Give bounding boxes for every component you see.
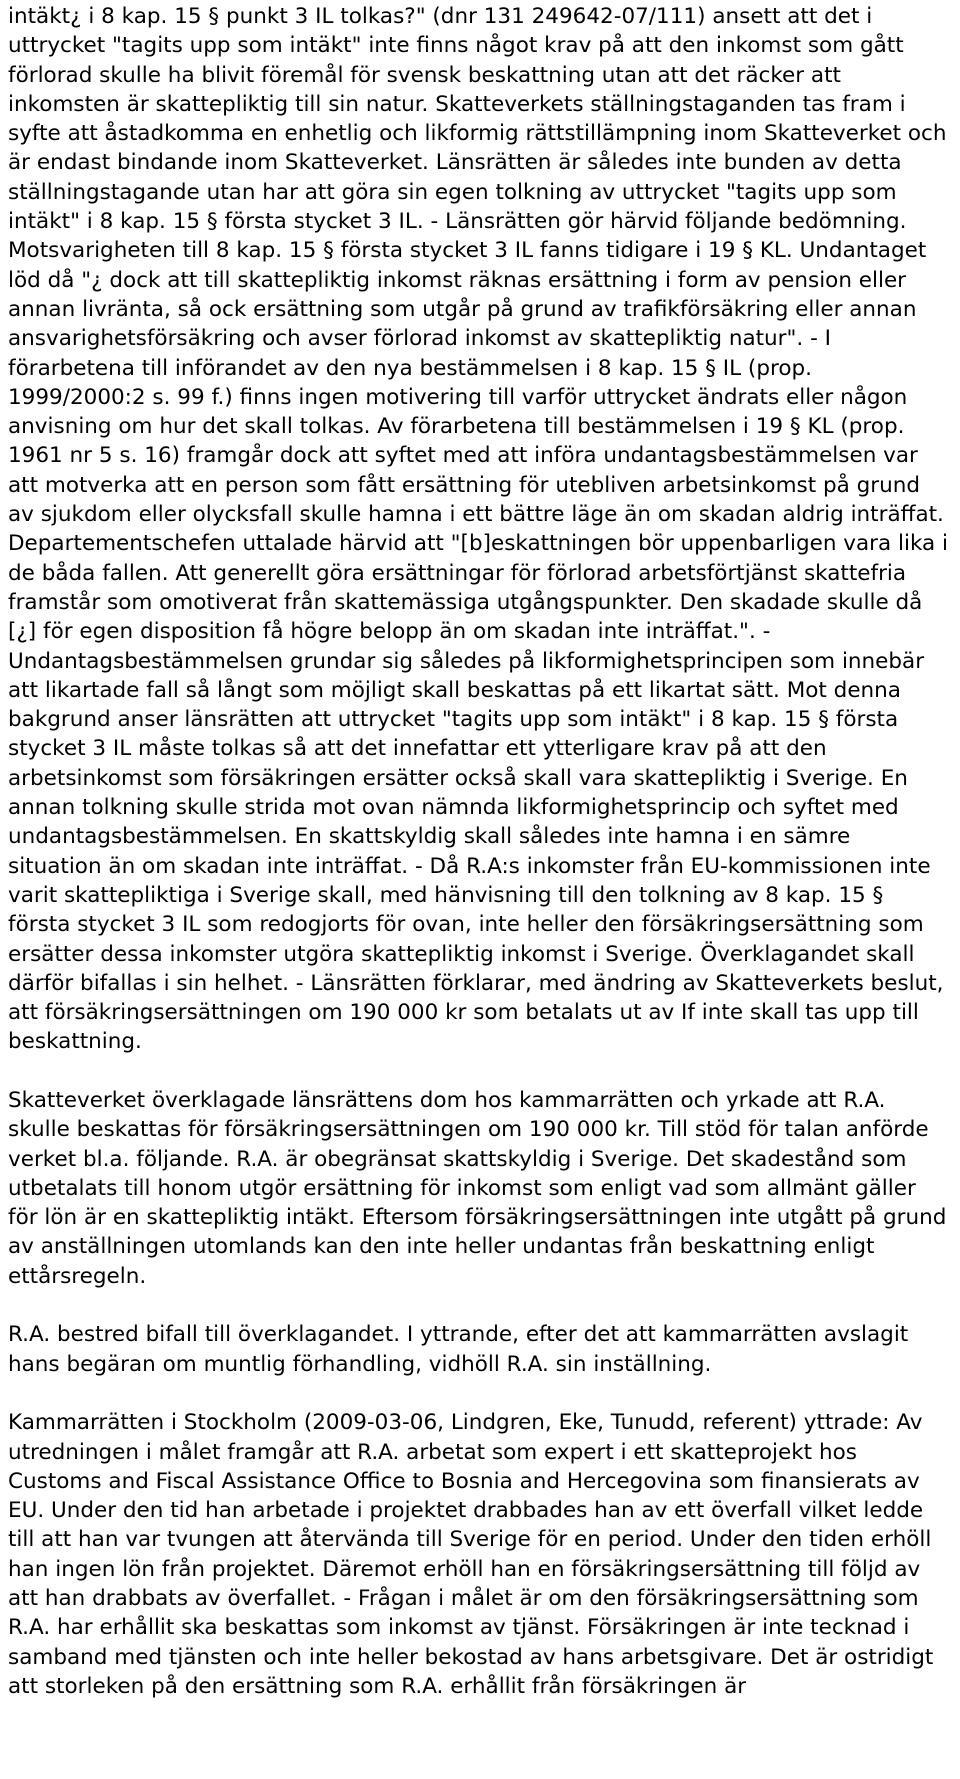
paragraph-skatteverket-appeal: Skatteverket överklagade länsrättens dom hos kammarrätten och yrkade att R.A. skulle beskattas för försäkringsersättningen om 190 000 kr. Till stöd för talan anförde verket bl.a. följande. R.A. är obegränsat skattskyldig i Sverige. Det skadestånd som utbetalats till honom utgör ersättning för inkomst som enligt vad som allmänt gäller för lön är en skattepliktig intäkt. Eftersom försäkringsersättningen inte utgått på grund av anställningen utomlands kan den inte heller undantas från beskattning enligt ettårsregeln.	[8, 1087, 947, 1289]
paragraph-ra-response: R.A. bestred bifall till överklagandet. I yttrande, efter det att kammarrätten avslagit hans begäran om muntlig förhandling, vidhöll R.A. sin inställning.	[8, 1322, 909, 1377]
paragraph-kammarratten-ruling: Kammarrätten i Stockholm (2009-03-06, Lindgren, Eke, Tunudd, referent) yttrade: Av utredningen i målet framgår att R.A. arbetat som expert i ett skatteprojekt hos Customs and Fiscal Assistance Office to Bosnia and Hercegovina som finansierats av EU. Under den tid han arbetade i projektet drabbades han av ett överfall vilket ledde till att han var tvungen att återvända till Sverige för en period. Under den tiden erhöll han ingen lön från projektet. Däremot erhöll han en försäkringsersättning till följd av att han drabbats av överfallet. - Frågan i målet är om den försäkringsersättning som R.A. har erhållit ska beskattas som inkomst av tjänst. Försäkringen är inte tecknad i samband med tjänsten och inte heller bekostad av hans arbetsgivare. Det är ostridigt att storleken på den ersättning som R.A. erhållit från försäkringen är	[8, 1410, 934, 1699]
paragraph-lansratten-assessment: intäkt¿ i 8 kap. 15 § punkt 3 IL tolkas?" (dnr 131 249642-07/111) ansett att det i uttrycket "tagits upp som intäkt" inte finns något krav på att den inkomst som gått förlorad skulle ha blivit föremål för svensk beskattning utan att det räcker att inkomsten är skattepliktig till sin natur. Skatteverkets ställningstaganden tas fram i syfte att åstadkomma en enhetlig och likformig rättstillämpning inom Skatteverket och är endast bindande inom Skatteverket. Länsrätten är således inte bunden av detta ställningstagande utan har att göra sin egen tolkning av uttrycket "tagits upp som intäkt" i 8 kap. 15 § första stycket 3 IL. - Länsrätten gör härvid följande bedömning. Motsvarigheten till 8 kap. 15 § första stycket 3 IL fanns tidigare i 19 § KL. Undantaget löd då "¿ dock att till skattepliktig inkomst räknas ersättning i form av pension eller annan livränta, så ock ersättning som utgår på grund av trafikförsäkring eller annan ansvarighetsförsäkring och avser förlorad inkomst av skattepliktig natur". - I förarbetena till införandet av den nya bestämmelsen i 8 kap. 15 § IL (prop. 1999/2000:2 s. 99 f.) finns ingen motivering till varför uttrycket ändrats eller någon anvisning om hur det skall tolkas. Av förarbetena till bestämmelsen i 19 § KL (prop. 1961 nr 5 s. 16) framgår dock att syftet med att införa undantagsbestämmelsen var att motverka att en person som fått ersättning för utebliven arbetsinkomst på grund av sjukdom eller olycksfall skulle hamna i ett bättre läge än om skadan aldrig inträffat. Departementschefen uttalade härvid att "[b]eskattningen bör uppenbarligen vara lika i de båda fallen. Att generellt göra ersättningar för förlorad arbetsförtjänst skattefria framstår som omotiverat från skattemässiga utgångspunkter. Den skadade skulle då [¿] för egen disposition få högre belopp än om skadan inte inträffat.". - Undantagsbestämmelsen grundar sig således på likformighetsprincipen som innebär att likartade fall så långt som möjligt skall beskattas på ett likartat sätt. Mot denna bakgrund anser länsrätten att uttrycket "tagits upp som intäkt" i 8 kap. 15 § första stycket 3 IL måste tolkas så att det innefattar ett ytterligare krav på att den arbetsinkomst som försäkringen ersätter också skall vara skattepliktig i Sverige. En annan tolkning skulle strida mot ovan nämnda likformighetsprincip och syftet med undantagsbestämmelsen. En skattskyldig skall således inte hamna i en sämre situation än om skadan inte inträffat. - Då R.A:s inkomster från EU-kommissionen inte varit skattepliktiga i Sverige skall, med hänvisning till den tolkning av 8 kap. 15 § första stycket 3 IL som redogjorts för ovan, inte heller den försäkringsersättning som ersätter dessa inkomster utgöra skattepliktig inkomst i Sverige. Överklagandet skall därför bifallas i sin helhet. - Länsrätten förklarar, med ändring av Skatteverkets beslut, att försäkringsersättningen om 190 000 kr som betalats ut av If inte skall tas upp till beskattning.	[8, 4, 949, 1055]
